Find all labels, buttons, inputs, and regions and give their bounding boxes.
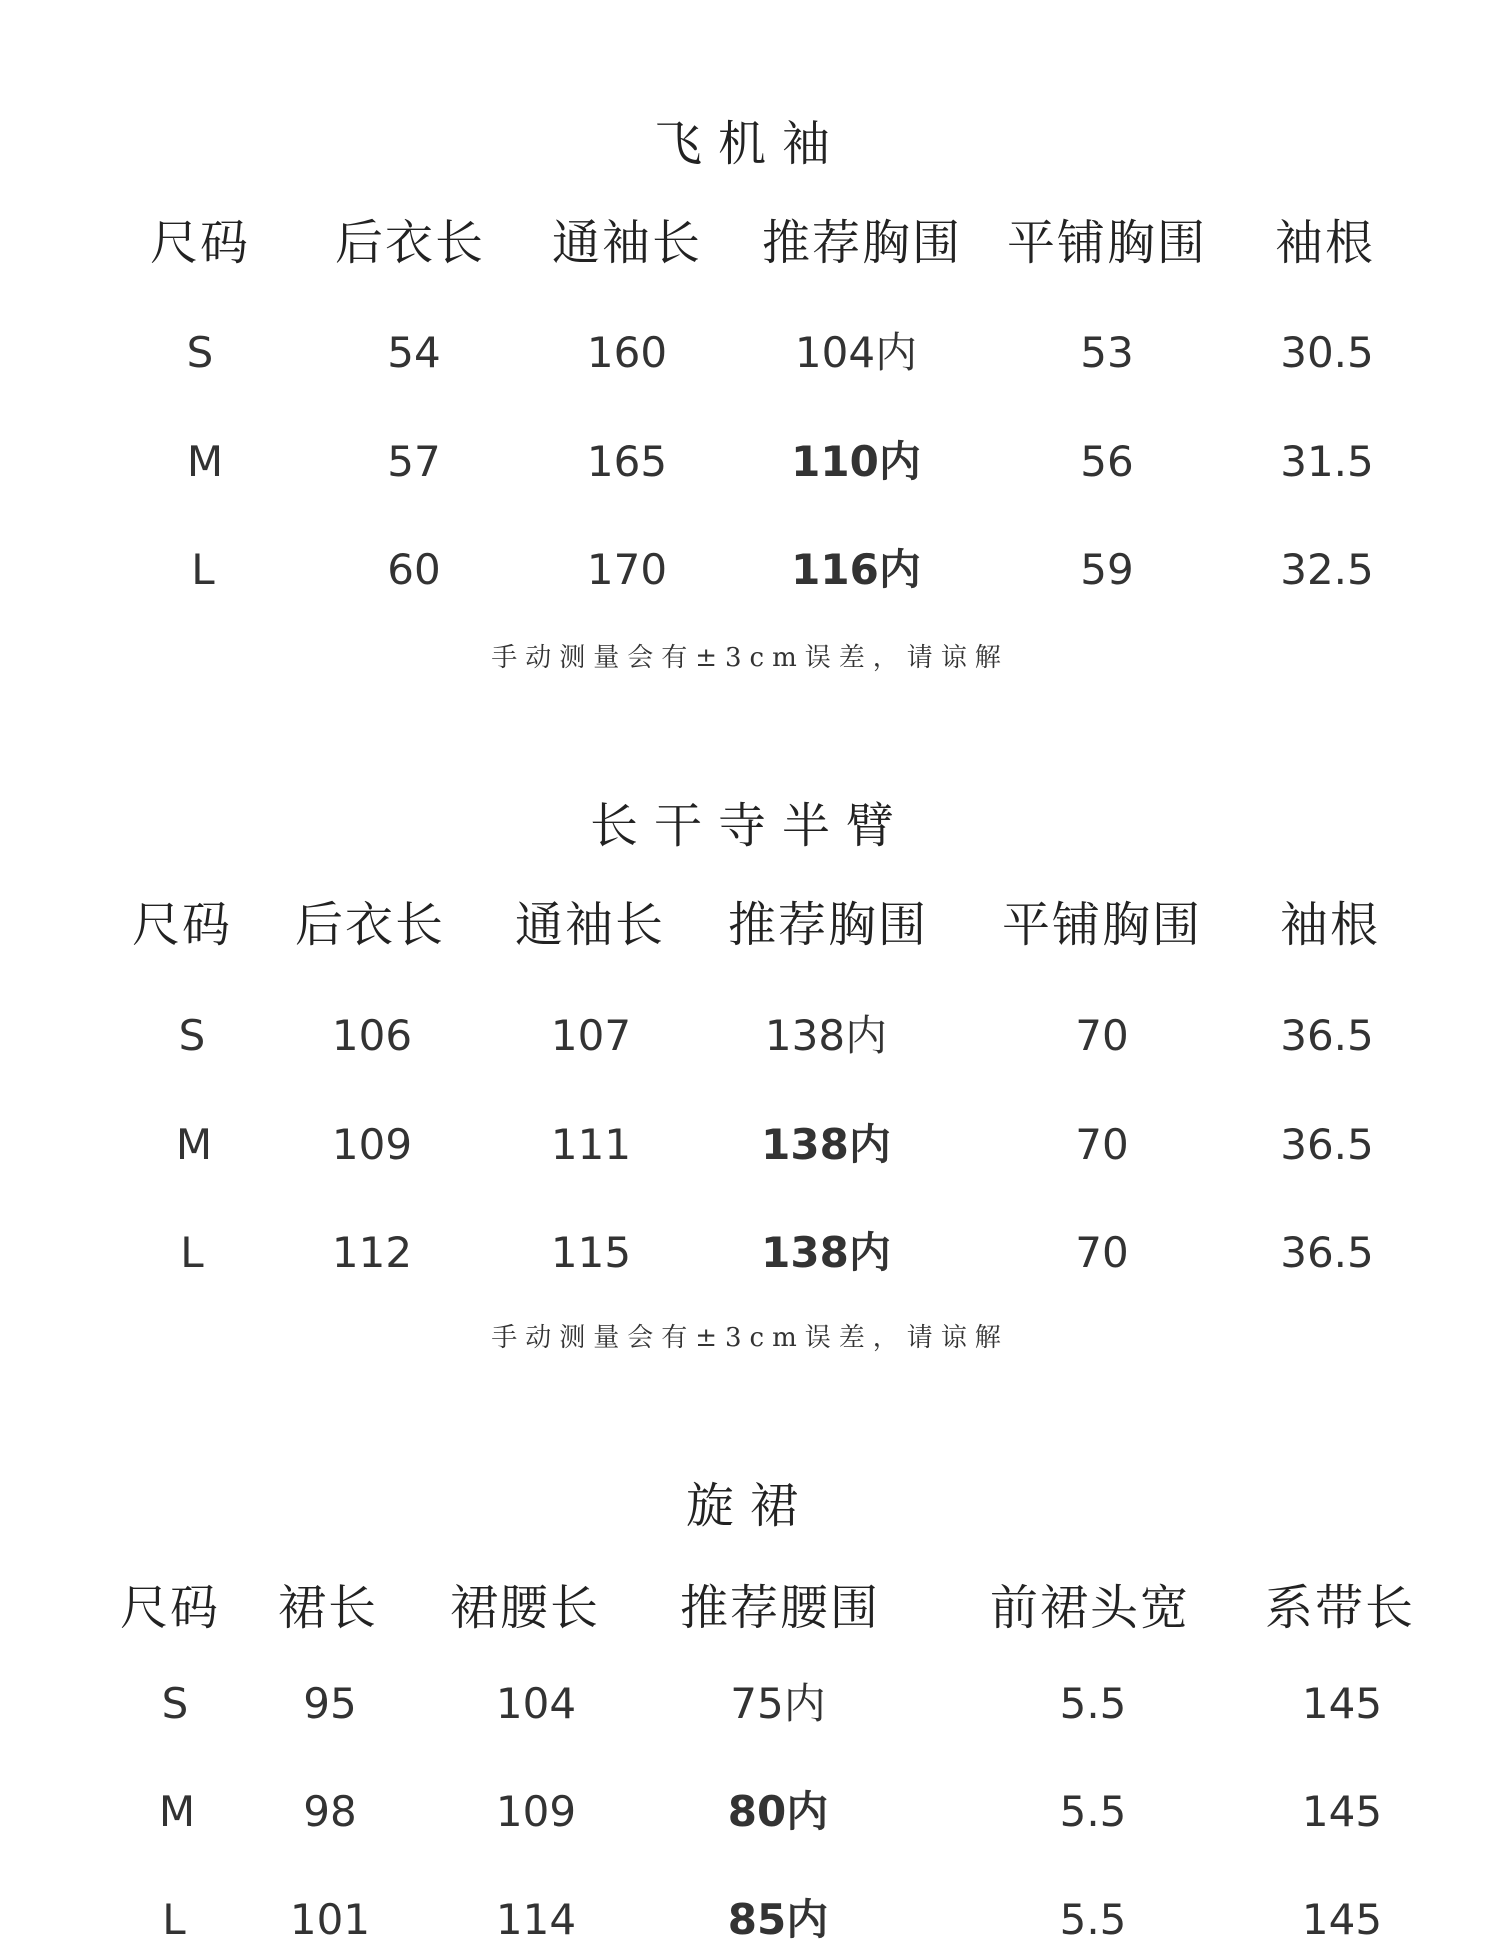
table-row xyxy=(0,427,1500,497)
header-armhole: 袖根 xyxy=(1274,215,1376,271)
cell-flat-chest: 70 xyxy=(1075,1228,1129,1277)
header-skirt-length: 裙长 xyxy=(277,1580,379,1636)
cell-recommended-waist: 85内 xyxy=(727,1895,829,1944)
header-sleeve-length: 通袖长 xyxy=(551,215,703,271)
cell-recommended-chest: 138内 xyxy=(761,1228,891,1277)
header-recommended-waist: 推荐腰围 xyxy=(679,1580,881,1636)
cell-back-length: 54 xyxy=(387,328,441,377)
table-row xyxy=(0,1001,1500,1071)
cell-size: L xyxy=(191,545,215,594)
cell-recommended-waist: 80内 xyxy=(727,1787,829,1836)
header-front-band-width: 前裙头宽 xyxy=(989,1580,1191,1636)
header-recommended-chest: 推荐胸围 xyxy=(761,215,963,271)
cell-recommended-chest: 138内 xyxy=(764,1011,888,1060)
section-title-half-arm: 长干寺半臂 xyxy=(589,798,910,854)
cell-sleeve-length: 170 xyxy=(586,545,668,594)
cell-skirt-length: 98 xyxy=(303,1787,357,1836)
table-header-row xyxy=(0,1573,1500,1643)
cell-skirt-length: 95 xyxy=(303,1679,357,1728)
cell-size: L xyxy=(180,1228,204,1277)
cell-tie-length: 145 xyxy=(1301,1895,1383,1944)
cell-tie-length: 145 xyxy=(1301,1679,1383,1728)
cell-sleeve-length: 160 xyxy=(586,328,668,377)
cell-waistband-length: 114 xyxy=(495,1895,577,1944)
cell-sleeve-length: 165 xyxy=(586,437,668,486)
cell-recommended-chest: 138内 xyxy=(761,1120,891,1169)
cell-sleeve-length: 107 xyxy=(550,1011,632,1060)
cell-armhole: 31.5 xyxy=(1280,437,1374,486)
table-header-row xyxy=(0,208,1500,278)
cell-armhole: 36.5 xyxy=(1280,1228,1374,1277)
cell-sleeve-length: 115 xyxy=(550,1228,632,1277)
table-row xyxy=(0,1777,1500,1847)
cell-recommended-chest: 104内 xyxy=(794,328,918,377)
cell-flat-chest: 70 xyxy=(1075,1120,1129,1169)
cell-size: S xyxy=(161,1679,189,1728)
cell-front-band-width: 5.5 xyxy=(1059,1679,1127,1728)
cell-size: S xyxy=(186,328,214,377)
header-sleeve-length: 通袖长 xyxy=(514,897,666,953)
measurement-note: 手动测量会有±3cm误差，请谅解 xyxy=(491,643,1009,673)
cell-armhole: 30.5 xyxy=(1280,328,1374,377)
cell-tie-length: 145 xyxy=(1301,1787,1383,1836)
cell-back-length: 60 xyxy=(387,545,441,594)
header-back-length: 后衣长 xyxy=(294,897,446,953)
table-row xyxy=(0,1669,1500,1739)
cell-recommended-chest: 110内 xyxy=(791,437,921,486)
cell-waistband-length: 109 xyxy=(495,1787,577,1836)
cell-recommended-chest: 116内 xyxy=(791,545,921,594)
measurement-note: 手动测量会有±3cm误差，请谅解 xyxy=(491,1323,1009,1353)
header-flat-chest: 平铺胸围 xyxy=(1001,897,1203,953)
header-size: 尺码 xyxy=(149,215,251,271)
header-size: 尺码 xyxy=(119,1580,221,1636)
cell-flat-chest: 53 xyxy=(1080,328,1134,377)
cell-front-band-width: 5.5 xyxy=(1059,1787,1127,1836)
header-size: 尺码 xyxy=(131,897,233,953)
cell-back-length: 106 xyxy=(331,1011,413,1060)
cell-armhole: 36.5 xyxy=(1280,1011,1374,1060)
cell-size: L xyxy=(162,1895,186,1944)
cell-sleeve-length: 111 xyxy=(550,1120,632,1169)
cell-size: S xyxy=(178,1011,206,1060)
table-row xyxy=(0,1885,1500,1955)
section-title-wrap-skirt: 旋裙 xyxy=(685,1478,814,1534)
cell-flat-chest: 59 xyxy=(1080,545,1134,594)
cell-back-length: 57 xyxy=(387,437,441,486)
cell-back-length: 112 xyxy=(331,1228,413,1277)
header-waistband-length: 裙腰长 xyxy=(449,1580,601,1636)
table-row xyxy=(0,318,1500,388)
table-row xyxy=(0,535,1500,605)
header-flat-chest: 平铺胸围 xyxy=(1006,215,1208,271)
cell-size: M xyxy=(175,1120,213,1169)
table-row xyxy=(0,1110,1500,1180)
header-armhole: 袖根 xyxy=(1279,897,1381,953)
cell-flat-chest: 70 xyxy=(1075,1011,1129,1060)
cell-armhole: 32.5 xyxy=(1280,545,1374,594)
header-recommended-chest: 推荐胸围 xyxy=(727,897,929,953)
cell-back-length: 109 xyxy=(331,1120,413,1169)
cell-recommended-waist: 75内 xyxy=(730,1679,826,1728)
cell-front-band-width: 5.5 xyxy=(1059,1895,1127,1944)
cell-skirt-length: 101 xyxy=(289,1895,371,1944)
cell-size: M xyxy=(186,437,224,486)
cell-flat-chest: 56 xyxy=(1080,437,1134,486)
cell-size: M xyxy=(158,1787,196,1836)
cell-armhole: 36.5 xyxy=(1280,1120,1374,1169)
section-title-flying-sleeve: 飞机袖 xyxy=(653,116,846,172)
table-row xyxy=(0,1218,1500,1288)
table-header-row xyxy=(0,890,1500,960)
cell-waistband-length: 104 xyxy=(495,1679,577,1728)
header-back-length: 后衣长 xyxy=(334,215,486,271)
header-tie-length: 系带长 xyxy=(1264,1580,1416,1636)
